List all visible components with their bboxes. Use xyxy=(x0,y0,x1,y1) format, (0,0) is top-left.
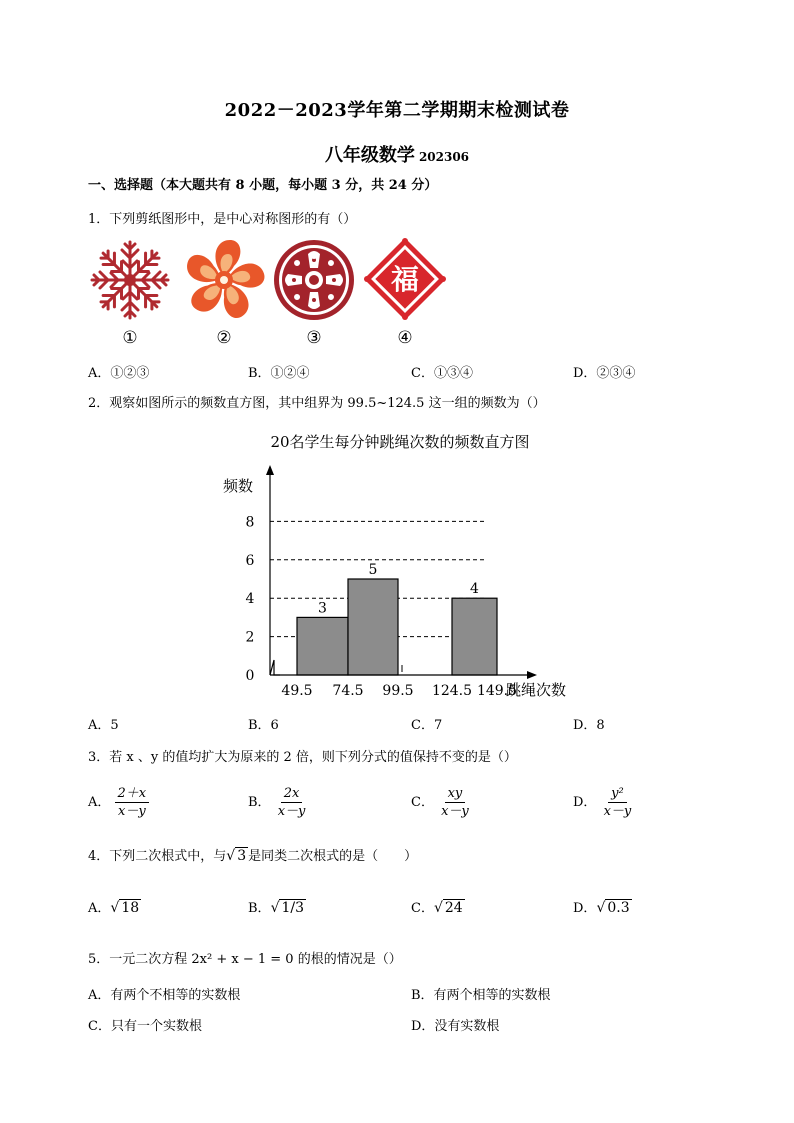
fraction xyxy=(601,786,635,819)
y-tick-label: 0 xyxy=(245,668,255,684)
chart-title: 20名学生每分钟跳绳次数的频数直方图 xyxy=(270,433,530,451)
section-heading: 一、选择题（本大题共有 8 小题，每小题 3 分，共 24 分） xyxy=(88,178,438,193)
histogram-bar xyxy=(297,617,348,675)
q3-option-a[interactable] xyxy=(88,786,149,819)
fraction-denominator: x－y xyxy=(441,804,469,819)
option-letter: A． xyxy=(88,795,111,810)
fu-character-text: 福 xyxy=(390,263,420,296)
round-pattern-paper-cut-icon xyxy=(272,238,356,322)
q4-option-a[interactable] xyxy=(88,900,141,917)
option-letter: B． xyxy=(248,795,271,810)
bar-value-label: 4 xyxy=(470,581,479,598)
q2-option-a[interactable]: A．5 xyxy=(88,718,119,733)
histogram-bar xyxy=(348,579,398,675)
x-tick-label: 124.5 xyxy=(431,683,473,699)
radicand: 0.3 xyxy=(607,900,630,916)
q4-stem-post: 是同类二次根式的是（ ） xyxy=(248,849,418,864)
q5-option-d[interactable]: D．没有实数根 xyxy=(411,1019,500,1034)
q4-stem-pre: 4．下列二次根式中，与 xyxy=(88,849,227,864)
exam-title: 2022－2023学年第二学期期末检测试卷 xyxy=(224,100,570,121)
x-tick-label: 99.5 xyxy=(382,683,414,699)
y-axis-label: 频数 xyxy=(222,477,254,495)
q2-option-b[interactable]: B．6 xyxy=(248,718,279,733)
y-axis-arrow xyxy=(266,465,274,475)
exam-code: 202306 xyxy=(418,150,470,164)
q4-stem xyxy=(88,848,417,865)
radicand: 18 xyxy=(121,900,140,916)
radicand: 3 xyxy=(237,848,247,864)
q4-option-b[interactable] xyxy=(248,900,306,917)
x-tick-label: 149.5 xyxy=(476,683,518,699)
option-letter: D． xyxy=(573,795,597,810)
image-caption-2: ② xyxy=(216,328,232,348)
fraction-numerator: 2x xyxy=(281,786,303,803)
q5-option-b[interactable]: B．有两个相等的实数根 xyxy=(411,988,551,1003)
fraction-denominator: x－y xyxy=(603,804,632,819)
q1-stem: 1．下列剪纸图形中，是中心对称图形的有（） xyxy=(88,212,357,227)
option-letter: D． xyxy=(573,901,597,916)
q1-option-a[interactable]: A．①②③ xyxy=(88,366,150,381)
x-axis-label: 跳绳次数 xyxy=(505,681,567,699)
fraction-denominator: x－y xyxy=(277,804,306,819)
fu-character-paper-cut-icon xyxy=(362,236,448,322)
x-tick-label: 49.5 xyxy=(281,683,313,699)
image-caption-4: ④ xyxy=(397,328,413,348)
q3-stem: 3．若 x 、y 的值均扩大为原来的 2 倍，则下列分式的值保持不变的是（） xyxy=(88,750,517,765)
q3-option-d[interactable] xyxy=(573,786,634,819)
q5-option-c[interactable]: C．只有一个实数根 xyxy=(88,1019,202,1034)
option-letter: C． xyxy=(411,901,434,916)
q2-option-c[interactable]: C．7 xyxy=(411,718,443,733)
sqrt-expression: √ 3 xyxy=(226,848,247,864)
q2-option-d[interactable]: D．8 xyxy=(573,718,605,733)
histogram-bar xyxy=(452,598,497,675)
option-letter: B． xyxy=(248,901,271,916)
fraction xyxy=(115,786,150,819)
fraction-denominator: x－y xyxy=(117,804,146,819)
bar-value-label: 5 xyxy=(368,562,378,578)
radicand: 1/3 xyxy=(281,900,305,916)
q5-option-a[interactable]: A．有两个不相等的实数根 xyxy=(88,988,241,1003)
subtitle-text: 八年级数学 xyxy=(324,145,415,166)
fraction-numerator: xy xyxy=(445,786,466,803)
q3-option-b[interactable] xyxy=(248,786,308,819)
fraction-numerator: y² xyxy=(608,786,627,803)
sqrt-expression: √ 0.3 xyxy=(596,900,630,916)
fraction xyxy=(275,786,309,819)
flower-paper-cut-icon xyxy=(182,238,266,322)
radicand: 24 xyxy=(444,900,463,916)
bar-value-label: 3 xyxy=(318,600,327,617)
sqrt-expression: √ 18 xyxy=(110,900,140,916)
y-tick-label: 6 xyxy=(245,552,255,569)
q2-stem: 2．观察如图所示的频数直方图，其中组界为 99.5~124.5 这一组的频数为（） xyxy=(88,396,546,411)
q3-option-c[interactable] xyxy=(411,786,472,819)
fraction-numerator: 2＋x xyxy=(115,786,150,803)
fraction xyxy=(438,786,472,819)
image-caption-1: ① xyxy=(122,328,138,348)
sqrt-expression: √ 1/3 xyxy=(270,900,305,916)
sqrt-expression: √ 24 xyxy=(433,900,463,916)
x-tick-label: 74.5 xyxy=(332,683,364,699)
q1-option-c[interactable]: C．①③④ xyxy=(411,366,473,381)
y-tick-label: 4 xyxy=(245,591,255,608)
q1-option-d[interactable]: D．②③④ xyxy=(573,366,636,381)
axis-break-mark xyxy=(270,660,280,675)
histogram-chart xyxy=(200,425,580,705)
x-axis-arrow xyxy=(527,671,537,679)
option-letter: C． xyxy=(411,795,434,810)
q4-option-c[interactable] xyxy=(411,900,465,917)
image-caption-3: ③ xyxy=(306,328,322,348)
y-tick-label: 8 xyxy=(245,514,255,531)
option-letter: A． xyxy=(88,901,111,916)
q1-option-b[interactable]: B．①②④ xyxy=(248,366,310,381)
y-tick-label: 2 xyxy=(245,629,255,646)
q4-option-d[interactable] xyxy=(573,900,632,917)
snowflake-paper-cut-icon xyxy=(88,238,172,322)
exam-subtitle xyxy=(0,141,794,167)
q5-stem: 5．一元二次方程 2x² + x − 1 = 0 的根的情况是（） xyxy=(88,952,402,967)
